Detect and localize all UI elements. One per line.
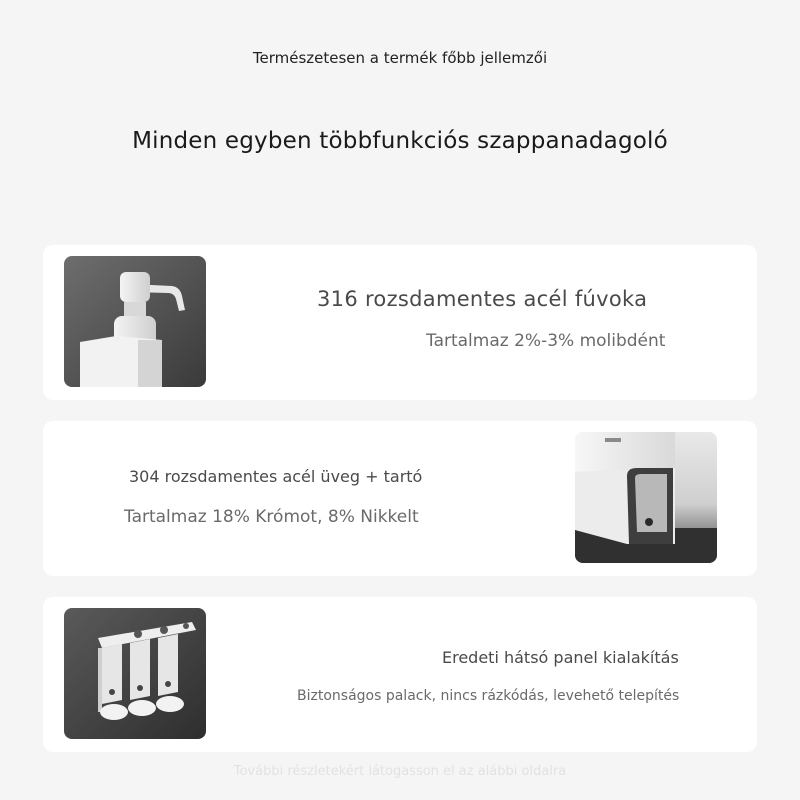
feature-card-bottle-holder	[43, 421, 757, 576]
feature-description: Tartalmaz 2%-3% molibdént	[426, 331, 666, 351]
soap-pump-nozzle-icon	[64, 256, 206, 387]
feature-card-back-panel	[43, 597, 757, 752]
feature-title: Eredeti hátsó panel kialakítás	[442, 648, 679, 667]
feature-title: 304 rozsdamentes acél üveg + tartó	[129, 467, 423, 486]
bottle-holder-icon	[575, 432, 717, 563]
feature-description: Tartalmaz 18% Krómot, 8% Nikkelt	[124, 507, 419, 527]
feature-description: Biztonságos palack, nincs rázkódás, levehető telepítés	[297, 688, 680, 704]
page-title: Minden egyben többfunkciós szappanadagoló	[132, 128, 668, 154]
feature-card-nozzle	[43, 245, 757, 400]
footer-text: További részletekért látogasson el az alábbi oldalra	[233, 764, 567, 779]
subtitle: Természetesen a termék főbb jellemzői	[252, 49, 548, 67]
back-panel-bracket-icon	[64, 608, 206, 739]
feature-title: 316 rozsdamentes acél fúvoka	[317, 287, 648, 311]
